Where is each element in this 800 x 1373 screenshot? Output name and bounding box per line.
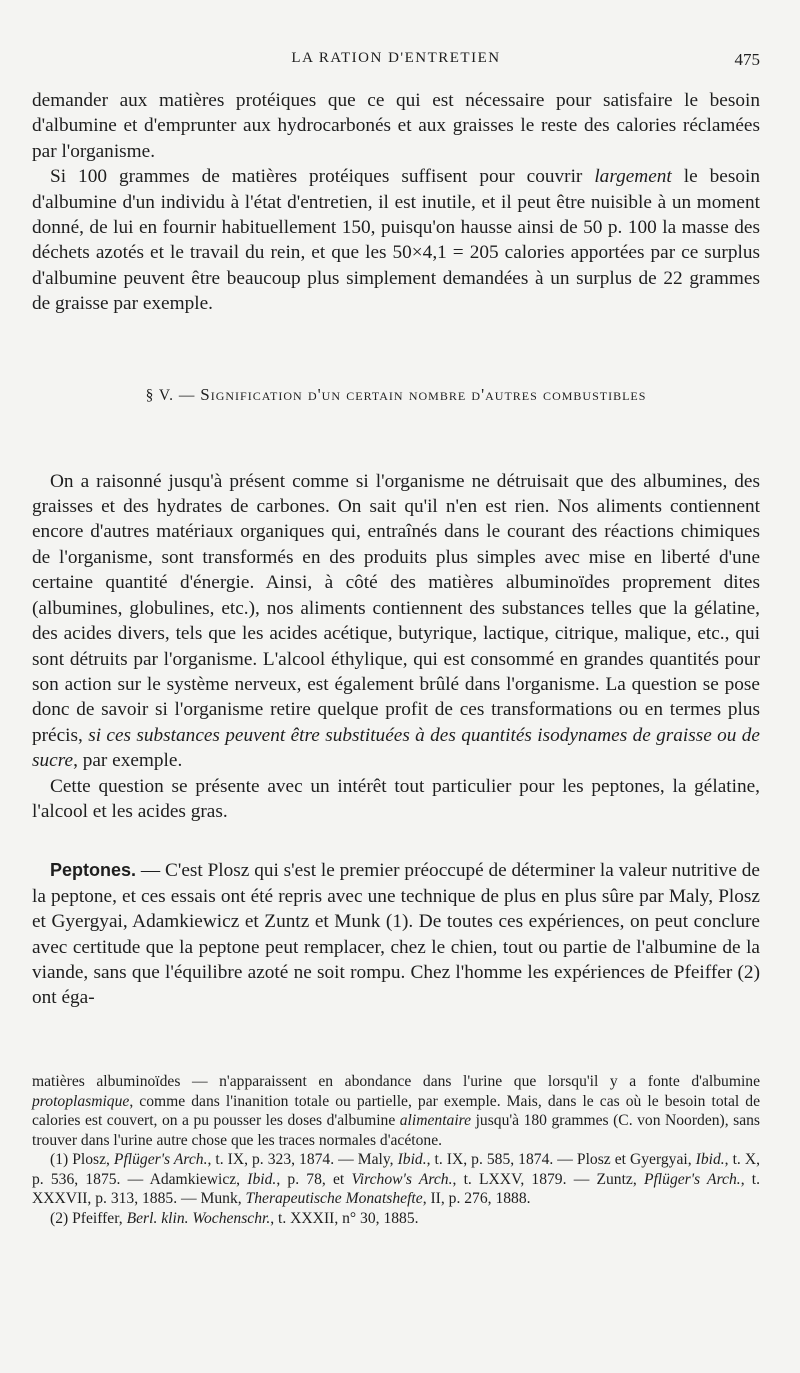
footnote: matières albuminoïdes — n'apparaissent en abondance dans l'urine que lorsqu'il y a fonte d'albumine protoplasmique, comme dans l'inanition totale ou partielle, par exemple. Mais, dans le cas où le besoin total de calories est couvert, on a pu pousser les doses d'albumine alimentaire jusqu'à 180 grammes (C. von Noorden), sans trouver dans l'urine autre chose que les traces normales d'acétone. [32, 1073, 760, 1149]
emphasis: largement [594, 166, 672, 188]
running-title: LA RATION D'ENTRETIEN [291, 50, 501, 66]
emphasis: si ces substances peuvent être substituées à des quantités isodynames de graisse ou de sucre [32, 724, 760, 772]
running-head [32, 50, 760, 74]
section-heading: § V. — Signification d'un certain nombre d'autres combustibles [145, 384, 647, 404]
paragraph: demander aux matières protéiques que ce qui est nécessaire pour satisfaire le besoin d'albumine et d'emprunter aux hydrocarbonés et aux graisses le reste des calories réclamées par l'organisme. [32, 90, 760, 162]
paragraph: Peptones. — C'est Plosz qui s'est le premier préoccupé de déterminer la valeur nutritive de la peptone, et ces essais ont été repris avec une technique de plus en plus sûre par Maly, Plosz et Gyergyai, Adamkiewicz et Zuntz et Munk (1). De toutes ces expériences, on peut conclure avec certitude que la peptone peut remplacer, chez le chien, tout ou partie de l'albumine de la viande, sans que l'équilibre azoté ne soit rompu. Chez l'homme les expériences de Pfeiffer (2) ont éga- [32, 860, 760, 1009]
section-title: Signification d'un certain nombre d'autres combustibles [200, 384, 647, 404]
paragraph: Si 100 grammes de matières protéiques suffisent pour couvrir largement le besoin d'albumine d'un individu à l'état d'entretien, il est inutile, et il peut être nuisible à un moment donné, de lui en fournir habituellement 150, puisqu'on hausse ainsi de 50 p. 100 la masse des déchets azotés et le travail du rein, et que les 50×4,1 = 205 calories apportées par ce surplus d'albumine peuvent être beaucoup plus simplement demandées à un surplus de 22 grammes de graisse par exemple. [32, 166, 760, 315]
page-number: 475 [734, 50, 760, 69]
subsection-lead: Peptones. [50, 860, 137, 881]
footnote: (1) Plosz, Pflüger's Arch., t. IX, p. 323, 1874. — Maly, Ibid., t. IX, p. 585, 1874. — Plosz et Gyergyai, Ibid., t. X, p. 536, 1875. — Adamkiewicz, Ibid., p. 78, et Virchow's Arch., t. LXXV, 1879. — Zuntz, Pflüger's Arch., t. XXXVII, p. 313, 1885. — Munk, Therapeutische Monatshefte, II, p. 276, 1888. [32, 1151, 761, 1207]
main-text [32, 88, 760, 1011]
paragraph: On a raisonné jusqu'à présent comme si l'organisme ne détruisait que des albumines, des graisses et des hydrates de carbones. On sait qu'il n'en est rien. Nos aliments contiennent encore d'autres matériaux organiques qui, entraînés dans le courant des réactions chimiques de l'organisme, sont transformés en des produits plus simples avec mise en liberté d'une certaine quantité d'énergie. Ainsi, à côté des matières albuminoïdes proprement dites (albumines, globulines, etc.), nos aliments contiennent des substances telles que la gélatine, des acides divers, tels que les acides acétique, butyrique, lactique, citrique, malique, etc., qui sont détruits par l'organisme. L'alcool éthylique, qui est consommé en grandes quantités pour son action sur le système nerveux, est également brûlé dans l'organisme. La question se pose donc de savoir si l'organisme retire quelque profit de ces transformations ou en termes plus précis, si ces substances peuvent être substituées à des quantités isodynames de graisse ou de sucre, par exemple. [32, 470, 760, 772]
paragraph: Cette question se présente avec un intérêt tout particulier pour les peptones, la gélatine, l'alcool et les acides gras. [32, 775, 760, 822]
footnote: (2) Pfeiffer, Berl. klin. Wochenschr., t. XXXII, n° 30, 1885. [50, 1209, 419, 1227]
footnotes [32, 1072, 760, 1228]
